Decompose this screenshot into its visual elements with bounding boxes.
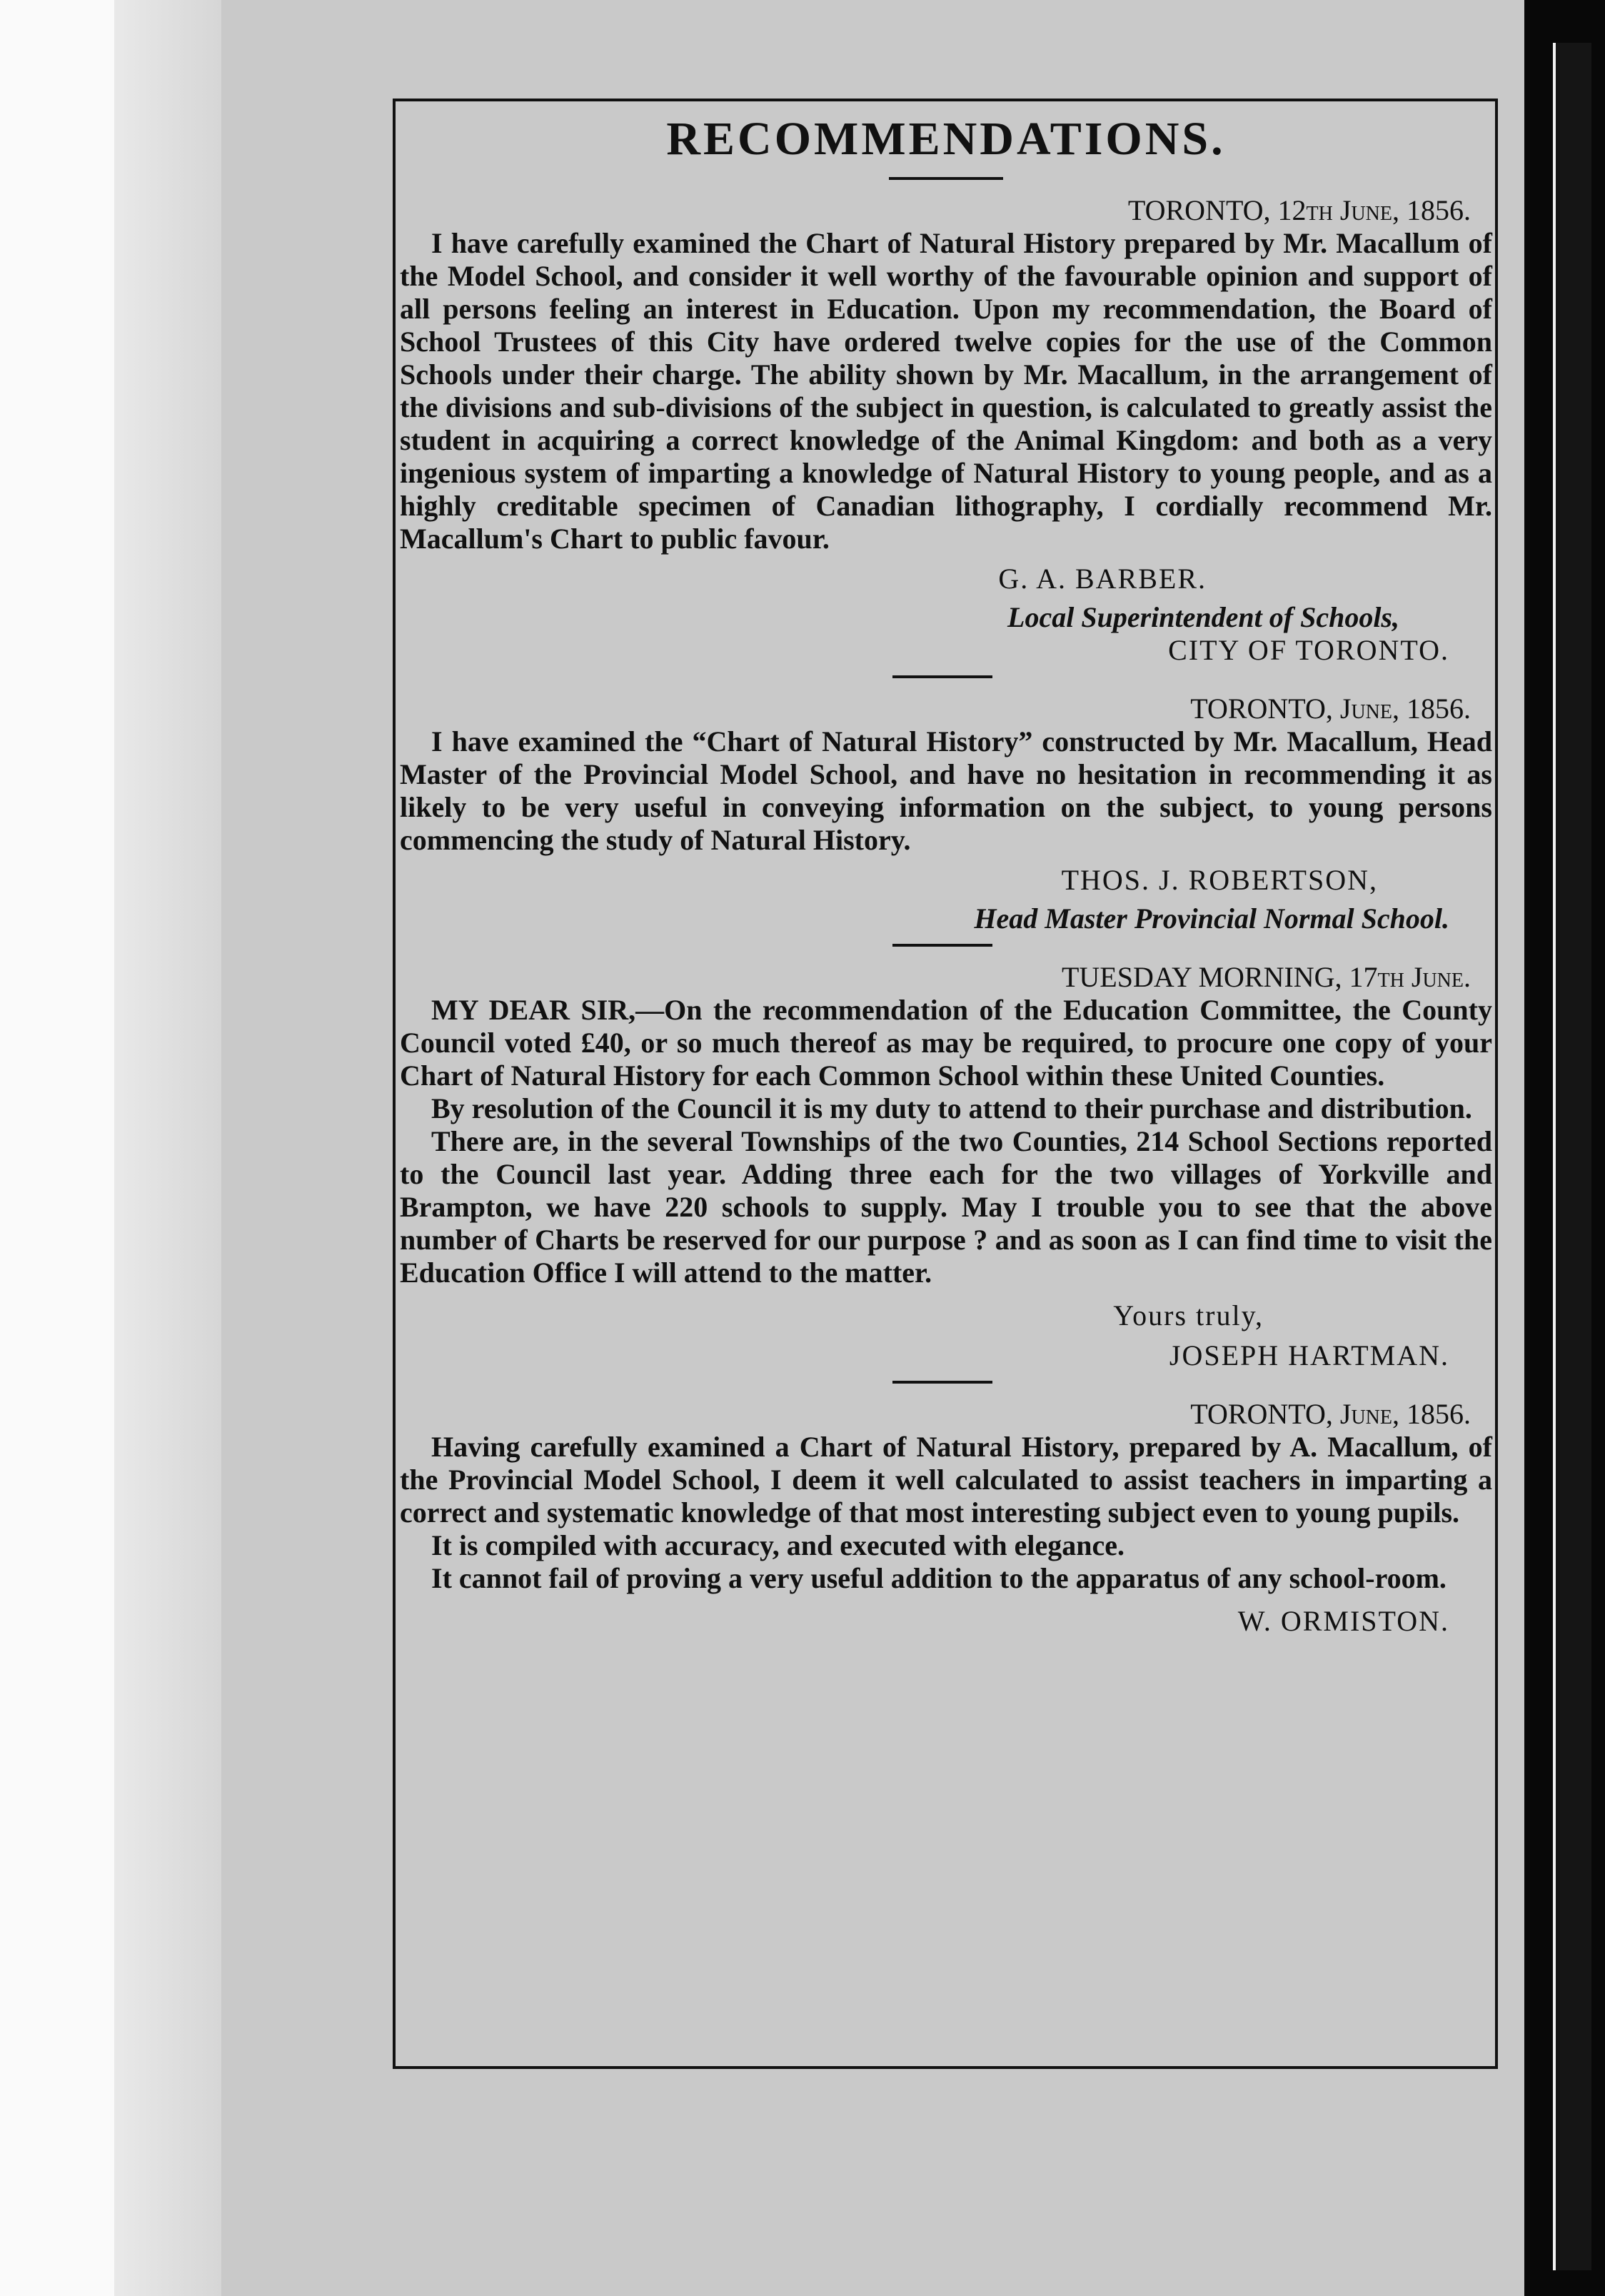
- divider: [892, 944, 992, 947]
- dateline: TORONTO, June, 1856.: [1190, 1398, 1471, 1430]
- signature: THOS. J. ROBERTSON,: [1061, 864, 1378, 896]
- dateline: TORONTO, 12th June, 1856.: [1127, 194, 1471, 226]
- signature-title: Head Master Provincial Normal School.: [974, 902, 1449, 935]
- letter-ormiston: [400, 1398, 1492, 1638]
- letter-hartman: [400, 961, 1492, 1372]
- letter-robertson: [400, 693, 1492, 935]
- letter-body: I have examined the “Chart of Natural History” constructed by Mr. Macallum, Head Master of the Provincial Model School, and have no hesitation in recommending it as likely to be very useful in conveying information on the subject, to young persons commencing the study of Natural History.: [400, 725, 1492, 856]
- dateline: TORONTO, June, 1856.: [1190, 693, 1471, 725]
- signature-title: Local Superintendent of Schools,: [1007, 601, 1399, 633]
- letter-body: It cannot fail of proving a very useful addition to the apparatus of any school-room.: [431, 1562, 1446, 1594]
- letter-body: It is compiled with accuracy, and executed with elegance.: [431, 1529, 1124, 1561]
- letter-body: Having carefully examined a Chart of Natural History, prepared by A. Macallum, of the Provincial Model School, I deem it well calculated to assist teachers in imparting a correct and systematic knowledge of that most interesting subject even to young pupils.: [400, 1431, 1492, 1529]
- dateline: TUESDAY MORNING, 17th June.: [1061, 961, 1471, 993]
- page-title: RECOMMENDATIONS.: [666, 113, 1226, 165]
- signature: G. A. BARBER.: [998, 563, 1207, 595]
- signature-place: CITY OF TORONTO.: [1168, 634, 1449, 666]
- signature: JOSEPH HARTMAN.: [1169, 1339, 1449, 1371]
- letter-body: I have carefully examined the Chart of Natural History prepared by Mr. Macallum of the Model School, and consider it well worthy of the favourable opinion and support of all persons feeling an interest in Education. Upon my recommendation, the Board of School Trustees of this City have ordered twelve copies for the use of the Common Schools under their charge. The ability shown by Mr. Macallum, in the arrangement of the divisions and sub-divisions of the subject in question, is calculated to greatly assist the student in acquiring a correct knowledge of the Animal Kingdom: and both as a very ingenious system of imparting a knowledge of Natural History to young people, and as a highly creditable specimen of Canadian lithography, I cordially recommend Mr. Macallum's Chart to public favour.: [400, 227, 1492, 555]
- signature: W. ORMISTON.: [1237, 1605, 1449, 1637]
- letter-body: There are, in the several Townships of the two Counties, 214 School Sections reported to the Council last year. Adding three each for the two villages of Yorkville and Brampton, we have 220 schools to supply. May I trouble you to see that the above number of Charts be reserved for our purpose ? and as soon as I can find time to visit the Education Office I will attend to the matter.: [400, 1125, 1492, 1289]
- left-margin-shadow: [114, 0, 221, 2296]
- letter-body: MY DEAR SIR,—On the recommendation of the Education Committee, the County Council voted £40, or so much thereof as may be required, to procure one copy of your Chart of Natural History for each Common School within these United Counties.: [400, 994, 1492, 1092]
- divider: [889, 177, 1003, 180]
- divider: [892, 1381, 992, 1384]
- next-page-edge: [1553, 43, 1591, 2270]
- divider: [892, 675, 992, 678]
- letter-barber: [400, 194, 1492, 667]
- closing: Yours truly,: [1113, 1299, 1264, 1331]
- letter-body: By resolution of the Council it is my duty to attend to their purchase and distribution.: [431, 1092, 1472, 1124]
- document-content: [400, 114, 1492, 1638]
- right-edge: [1524, 0, 1605, 2296]
- left-margin: [0, 0, 114, 2296]
